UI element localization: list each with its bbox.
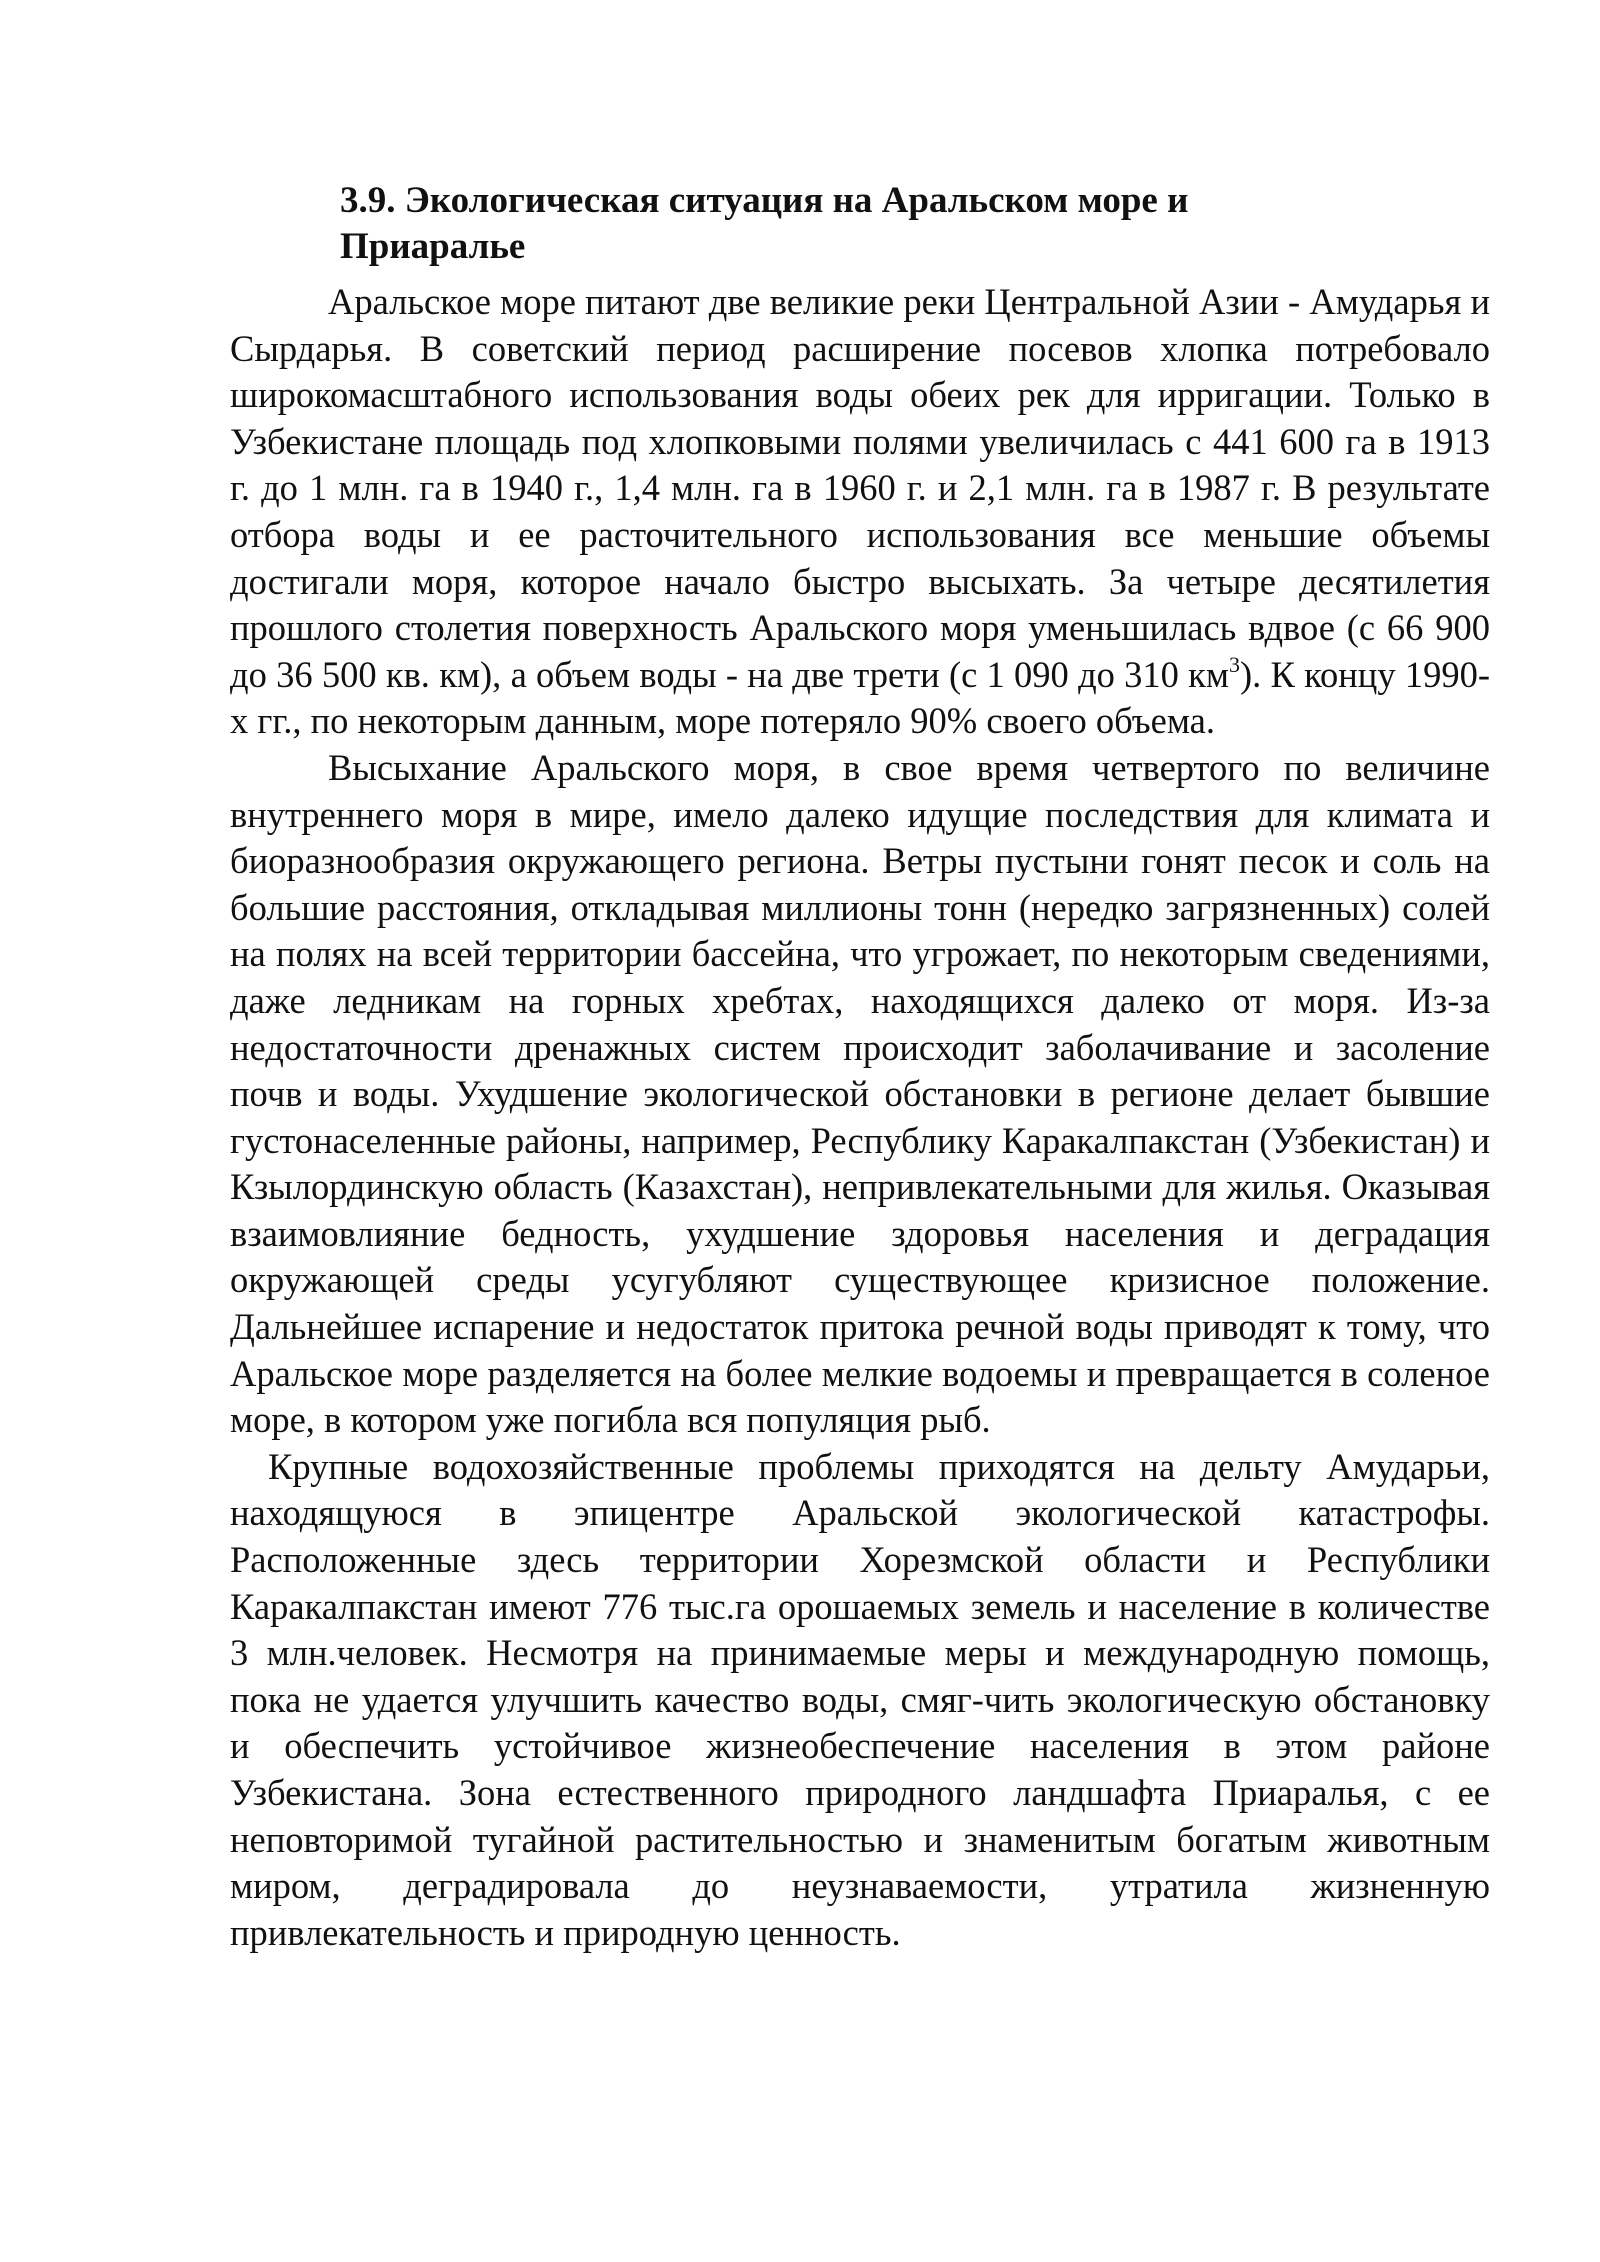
paragraph-1-text: Аральское море питают две великие реки Центральной Азии - Амударья и Сырдарья. В советский период расширение посевов хлопка потребовало широкомасштабного использования воды обеих рек для ирригации. Только в Узбекистане площадь под хлопковыми полями увеличилась с 441 600 га в 1913 г. до 1 млн. га в 1940 г., 1,4 млн. га в 1960 г. и 2,1 млн. га в 1987 г. В результате отбора воды и ее расточительного использования все меньшие объемы достигали моря, которое начало быстро высыхать. За четыре десятилетия прошлого столетия поверхность Аральского моря уменьшилась вдвое (с 66 900 до 36 500 кв. км), а объем воды - на две трети (с 1 090 до 310 км: [230, 281, 1490, 695]
paragraph-1-text-end: ). К концу 1990-х гг., по некоторым данным, море потеряло 90% своего объема.: [230, 653, 1490, 742]
paragraph-3: Крупные водохозяйственные проблемы приходятся на дельту Амударьи, находящуюся в эпицентре Аральской экологической катастрофы. Расположенные здесь территории Хорезмской области и Республики Каракалпакстан имеют 776 тыс.га орошаемых земель и население в количестве 3 млн.человек. Несмотря на принимаемые меры и международную помощь, пока не удается улучшить качество воды, смяг-чить экологическую обстановку и обеспечить устойчивое жизнеобеспечение населения в этом районе Узбекистана. Зона естественного природного ландшафта Приаралья, с ее неповторимой тугайной растительностью и знаменитым богатым животным миром, деградировала до неузнаваемости, утратила жизненную привлекательность и природную ценность.: [230, 1445, 1490, 1953]
paragraph-1: [230, 279, 1490, 745]
body-text: [230, 279, 1490, 1956]
section-heading-line-1: 3.9. Экологическая ситуация на Аральском море и: [340, 180, 1189, 221]
cubic-superscript: 3: [1229, 651, 1240, 677]
section-heading-line-2: Приаралье: [340, 226, 526, 267]
section-heading: [340, 178, 1340, 270]
paragraph-2: Высыхание Аральского моря, в свое время четвертого по величине внутреннего моря в мире, имело далеко идущие последствия для климата и биоразнообразия окружающего региона. Ветры пустыни гонят песок и соль на большие расстояния, откладывая миллионы тонн (нередко загрязненных) солей на полях на всей территории бассейна, что угрожает, по некоторым сведениями, даже ледникам на горных хребтах, находящихся далеко от моря. Из-за недостаточности дренажных систем происходит заболачивание и засоление почв и воды. Ухудшение экологической обстановки в регионе делает бывшие густонаселенные районы, например, Республику Каракалпакстан (Узбекистан) и Кзылординскую область (Казахстан), непривлекательными для жилья. Оказывая взаимовлияние бедность, ухудшение здоровья населения и деградация окружающей среды усугубляют существующее кризисное положение. Дальнейшее испарение и недостаток притока речной воды приводят к тому, что Аральское море разделяется на более мелкие водоемы и превращается в соленое море, в котором уже погибла вся популяция рыб.: [230, 746, 1490, 1441]
